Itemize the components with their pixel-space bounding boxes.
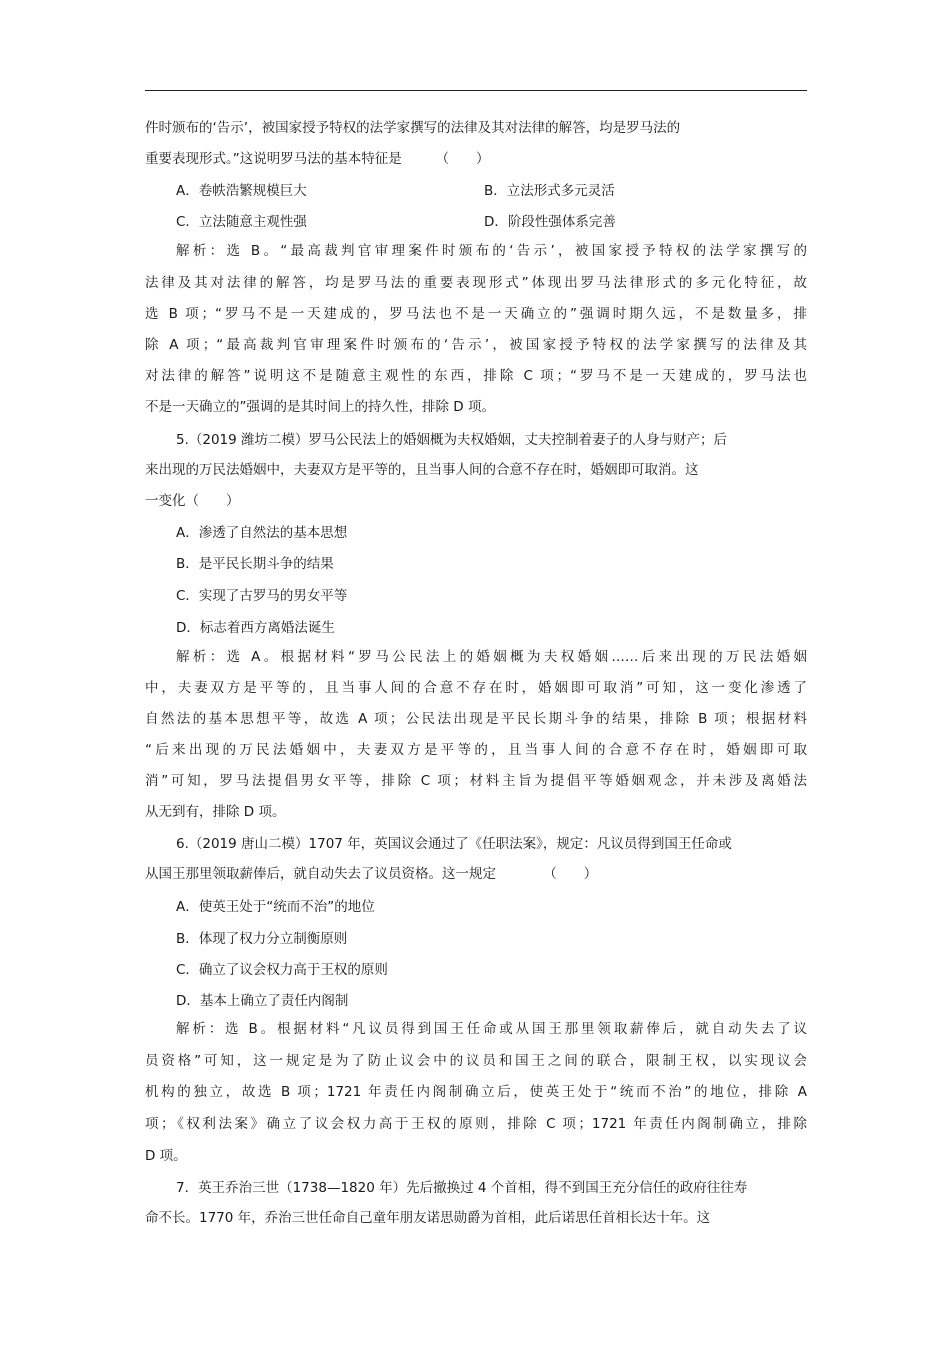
option-d: D．标志着西方离婚法诞生 [176,620,335,636]
option-d: D．阶段性强体系完善 [484,214,616,230]
analysis-line: 项；《权利法案》确立了议会权力高于王权的原则，排除 C 项；1721 年责任内阁制确立，排除 [145,1116,807,1132]
analysis-line: 解析：选 A。根据材料“罗马公民法上的婚姻概为夫权婚姻……后来出现的万民法婚姻 [176,649,807,665]
analysis-line: 解析：选 B。根据材料“凡议员得到国王任命或从国王那里领取薪俸后，就自动失去了议 [176,1021,807,1037]
option-a: A．使英王处于“统而不治”的地位 [176,899,375,915]
option-b: B．体现了权力分立制衡原则 [176,931,348,947]
analysis-line: 对法律的解答”说明这不是随意主观性的东西，排除 C 项；“罗马不是一天建成的，罗马法也 [145,368,807,384]
question-5: 一变化（ ） [145,493,240,509]
option-d: D．基本上确立了责任内阁制 [176,993,349,1009]
question-5: 5.（2019 潍坊二模）罗马公民法上的婚姻概为夫权婚姻，丈夫控制着妻子的人身与财产；后 [176,432,728,448]
question-6: 从国王那里领取薪俸后，就自动失去了议员资格。这一规定 （ ） [145,866,598,882]
analysis-line: 从无到有，排除 D 项。 [145,804,286,820]
text-line: 重要表现形式。”这说明罗马法的基本特征是 （ ） [145,151,490,167]
question-7: 7．英王乔治三世（1738—1820 年）先后撤换过 4 个首相，得不到国王充分信任的政府往往寿 [176,1180,748,1196]
analysis-line: 中，夫妻双方是平等的，且当事人间的合意不存在时，婚姻即可取消”可知，这一变化渗透了 [145,680,807,696]
question-7: 命不长。1770 年，乔治三世任命自己童年朋友诺思勋爵为首相，此后诺思任首相长达十年。这 [145,1210,711,1226]
analysis-line: 消”可知，罗马法提倡男女平等，排除 C 项；材料主旨为提倡平等婚姻观念，并未涉及离婚法 [145,773,807,789]
question-5: 来出现的万民法婚姻中，夫妻双方是平等的，且当事人间的合意不存在时，婚姻即可取消。这 [145,462,699,478]
text-line: 件时颁布的‘告示’，被国家授予特权的法学家撰写的法律及其对法律的解答，均是罗马法的 [145,120,681,136]
analysis-line: 员资格”可知，这一规定是为了防止议会中的议员和国王之间的联合，限制王权，以实现议会 [145,1053,807,1069]
analysis-line: 机构的独立，故选 B 项；1721 年责任内阁制确立后，使英王处于“统而不治”的地位，排除 A [145,1084,807,1100]
option-c: C．立法随意主观性强 [176,214,307,230]
header-rule [145,90,807,91]
analysis-line: 选 B 项；“罗马不是一天建成的，罗马法也不是一天确立的”强调时期久远，不是数量多，排 [145,306,807,322]
option-c: C．确立了议会权力高于王权的原则 [176,962,388,978]
analysis-line: 解析：选 B。“最高裁判官审理案件时颁布的‘告示’，被国家授予特权的法学家撰写的 [176,243,807,259]
analysis-line: D 项。 [145,1148,187,1164]
analysis-line: 自然法的基本思想平等，故选 A 项；公民法出现是平民长期斗争的结果，排除 B 项；根据材料 [145,711,807,727]
option-a: A．渗透了自然法的基本思想 [176,525,348,541]
option-c: C．实现了古罗马的男女平等 [176,588,348,604]
option-b: B．是平民长期斗争的结果 [176,556,334,572]
analysis-line: 除 A 项；“最高裁判官审理案件时颁布的‘告示’，被国家授予特权的法学家撰写的法律及其 [145,337,807,353]
question-6: 6.（2019 唐山二模）1707 年，英国议会通过了《任职法案》，规定：凡议员得到国王任命或 [176,836,732,852]
analysis-line: 不是一天确立的”强调的是其时间上的持久性，排除 D 项。 [145,399,495,415]
option-a: A．卷帙浩繁规模巨大 [176,183,307,199]
option-b: B．立法形式多元灵活 [484,183,615,199]
analysis-line: “后来出现的万民法婚姻中，夫妻双方是平等的，且当事人间的合意不存在时，婚姻即可取 [145,742,807,758]
analysis-line: 法律及其对法律的解答，均是罗马法的重要表现形式”体现出罗马法律形式的多元化特征，故 [145,275,807,291]
